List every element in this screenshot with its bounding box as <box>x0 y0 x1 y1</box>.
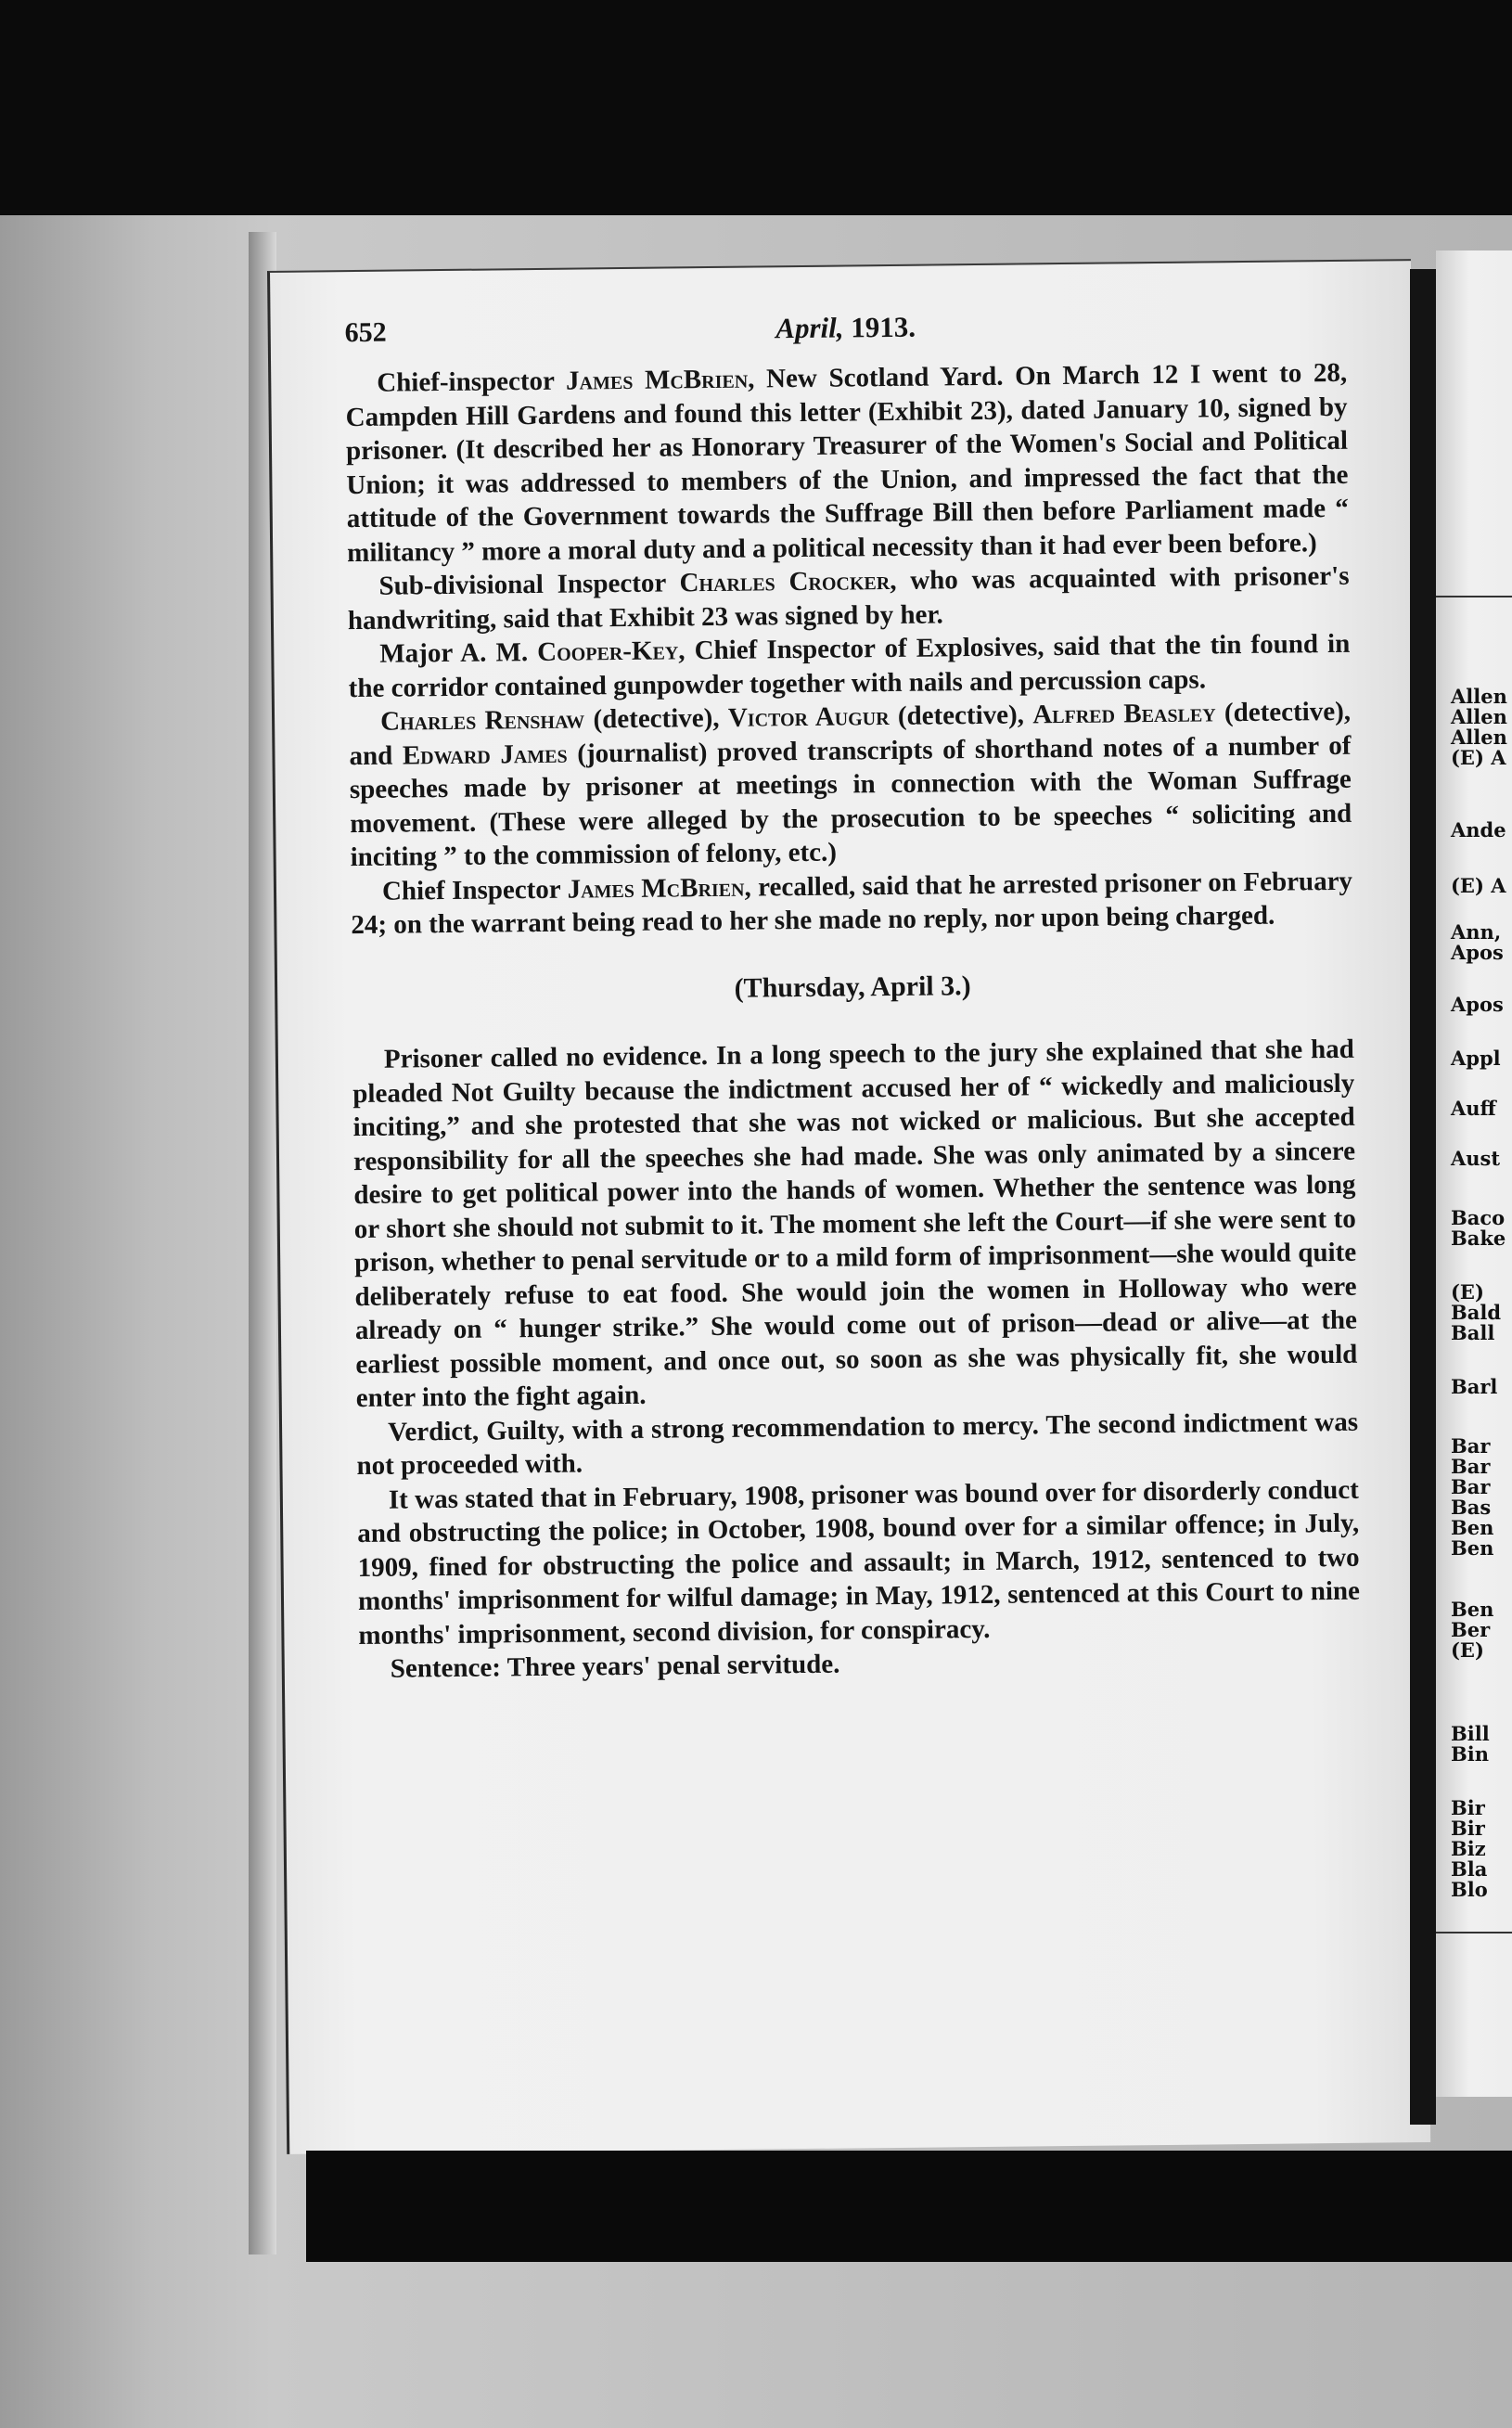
index-fragment: Aust <box>1451 1147 1501 1170</box>
sentence-text: Three years' penal servitude. <box>500 1649 840 1683</box>
index-fragment: Ben <box>1451 1598 1494 1621</box>
index-fragment: Ben <box>1451 1536 1494 1560</box>
index-fragment: Ann, <box>1451 920 1502 944</box>
index-fragment: Bir <box>1451 1817 1485 1840</box>
index-fragment: Bar <box>1451 1455 1491 1478</box>
index-fragment: (E) A <box>1451 874 1506 897</box>
index-fragment: Barl <box>1451 1375 1498 1398</box>
index-fragment: Ber <box>1451 1618 1491 1641</box>
index-fragment: Bar <box>1451 1434 1491 1458</box>
text-run: (journalist) proved transcripts of shorthand notes of a number of speeches made by prisoner at meetings in connection with the Woman Suffrage movement. (These were alleged by the prosecution to be speeches “ soliciting and inciting ” to the commission of felony, etc.) <box>349 730 1352 873</box>
page-content <box>345 306 1361 1687</box>
witness-name: Alfred Beasley <box>1032 698 1216 730</box>
running-title <box>345 306 1347 351</box>
paragraph-mcbrien-recalled <box>351 864 1353 942</box>
sentence-label: Sentence: <box>390 1652 502 1684</box>
index-fragment: Allen <box>1451 705 1507 728</box>
index-fragment: Bald <box>1451 1301 1502 1324</box>
text-run: Chief-inspector <box>377 366 567 398</box>
index-fragment: Bir <box>1451 1796 1485 1819</box>
index-fragment: Allen <box>1451 685 1507 708</box>
date-subheading: (Thursday, April 3.) <box>734 970 971 1004</box>
film-bottom-band <box>306 2151 1512 2262</box>
text-run: , who was acquainted with prisoner's handwriting, said that Exhibit 23 was signed by her. <box>347 560 1350 636</box>
index-fragment: Apos <box>1451 941 1504 964</box>
adjacent-index-page <box>1436 251 1512 2097</box>
paragraph-verdict: Verdict, Guilty, with a strong recommendation to mercy. The second indictment was not proceeded with. <box>356 1407 1359 1482</box>
witness-name: Cooper-Key <box>537 636 679 667</box>
text-run: (detective), <box>584 702 729 735</box>
index-fragment: Auff <box>1451 1097 1496 1120</box>
witness-name: James McBrien <box>567 872 745 905</box>
index-fragment: Baco <box>1451 1206 1506 1229</box>
index-fragment: (E) A <box>1451 746 1506 769</box>
page-header <box>345 306 1347 361</box>
index-fragment: (E) <box>1451 1280 1484 1304</box>
page-gutter <box>1410 269 1436 2125</box>
text-run: Chief Inspector <box>381 874 568 906</box>
index-fragment: Ben <box>1451 1516 1494 1539</box>
index-fragment: Bar <box>1451 1475 1491 1498</box>
index-fragment: (E) <box>1451 1638 1484 1662</box>
witness-name: Charles Renshaw <box>379 704 585 737</box>
paragraph-prisoner-speech: Prisoner called no evidence. In a long speech to the jury she explained that she had pleaded Not Guilty because the indictment accused her of “ wickedly and maliciously inciting,” and she protested that she was not wicked or malicious. But she accepted responsibility for all the speeches she had made. She was only animated by a sincere desire to get political power into the hands of women. Whether the sentence was long or short she should not submit to it. The moment she left the Court—if she were sent to prison, whether to penal servitude or to a mild form of imprisonment—she would quite deliberately refuse to eat food. She would join the women in Holloway who were already on “ hunger strike.” She would come out of prison—dead or alive—at the earliest possible moment, and once out, so soon as she was physically fit, she would enter into the fight again. <box>352 1034 1358 1414</box>
text-run: , Chief Inspector of Explosives, said that the tin found in the corridor contained gunpowder together with nails and percussion caps. <box>348 628 1351 703</box>
index-fragment: Ande <box>1451 818 1506 841</box>
witness-name: Victor Augur <box>727 701 890 733</box>
index-fragment: Bas <box>1451 1496 1492 1519</box>
index-fragment: Ball <box>1451 1321 1495 1344</box>
index-fragment: Allen <box>1451 726 1507 749</box>
text-run: Major A. M. <box>379 636 538 669</box>
witness-name: James McBrien <box>565 364 749 396</box>
index-fragment: Bake <box>1451 1227 1506 1250</box>
index-rule <box>1436 596 1512 597</box>
index-fragment: Bill <box>1451 1722 1490 1745</box>
index-fragment: Appl <box>1451 1047 1501 1070</box>
witness-name: Charles Crocker <box>679 565 891 598</box>
paragraph-prior-record: It was stated that in February, 1908, prisoner was bound over for disorderly conduct and obstructing the police; in October, 1908, bound over for a similar offence; in July, 1909, fined for obstructing the police and assault; in March, 1912, sentenced to two months' imprisonment for wilful damage; in May, 1912, sentenced at this Court to nine months' imprisonment, second division, for conspiracy. <box>357 1474 1361 1651</box>
text-run: , recalled, said that he arrested prisoner on February 24; on the warrant being read to her she made no reply, nor upon being charged. <box>351 866 1353 941</box>
paragraph-crocker-testimony <box>347 559 1350 637</box>
index-fragment: Biz <box>1451 1837 1486 1860</box>
book-page <box>267 259 1430 2154</box>
text-run: (detective), <box>889 700 1033 732</box>
page-number: 652 <box>344 316 387 349</box>
paragraph-detectives-testimony <box>349 695 1352 875</box>
text-run: (detective), and <box>349 696 1352 771</box>
paragraph-cooper-key-testimony <box>348 627 1351 705</box>
index-fragment: Bla <box>1451 1857 1488 1881</box>
text-run: , New Scotland Yard. On March 12 I went to 28, Campden Hill Gardens and found this letter (Exhibit 23), dated January 10, signed by prisoner. (It described her as Honorary Treasurer of the Women's Social and Political Union; it was addressed to members of the Union, and impressed the fact that the attitude of the Government towards the Suffrage Bill then before Parliament made “ militancy ” more a moral duty and a political necessity than it had ever been before.) <box>345 357 1349 568</box>
index-fragment: Bin <box>1451 1742 1489 1766</box>
index-fragment: Blo <box>1451 1878 1488 1901</box>
index-rule <box>1436 1932 1512 1933</box>
witness-name: Edward James <box>402 739 568 771</box>
text-run: Sub-divisional Inspector <box>378 568 680 601</box>
running-title-year: 1913. <box>851 310 916 344</box>
paragraph-mcbrien-testimony <box>345 356 1349 570</box>
index-fragment: Apos <box>1451 993 1504 1016</box>
running-title-month: April, <box>775 311 844 345</box>
